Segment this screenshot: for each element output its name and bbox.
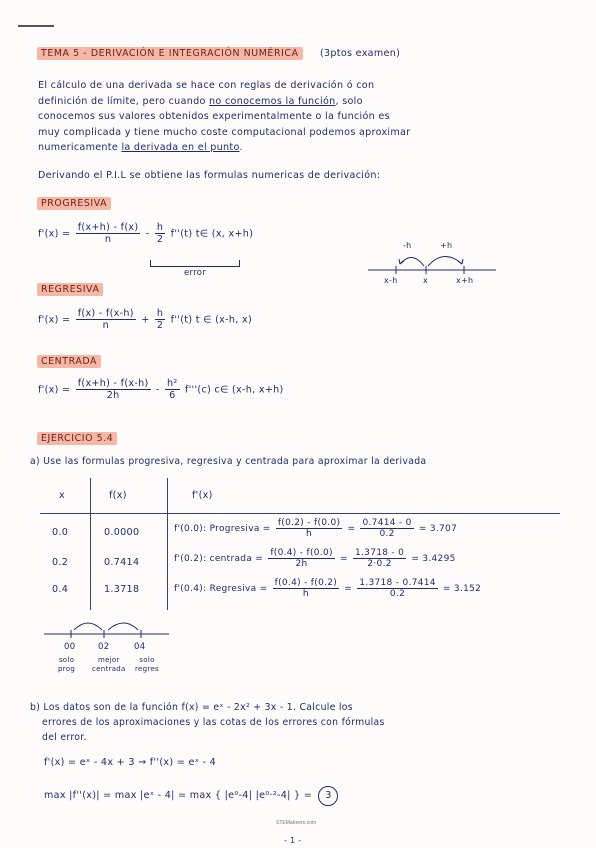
row-2-num: f(0.4) - f(0.2): [274, 578, 338, 588]
intro-line-5-b: .: [239, 142, 243, 153]
row-0-frac2: [360, 518, 413, 539]
row-2-num2: 1.3718 - 0.7414: [359, 578, 436, 588]
table-header-x: x: [59, 490, 65, 501]
table-row-1-deriv: f'(0.2): centrada = $\frac{f(0.4) - f(0.0)}{2h}$ = $\frac{1.3718 - 0}{2\cdot 0.2}$ = 3.4295: [174, 548, 456, 569]
row-1-lhs: f'(0.2): centrada =: [174, 554, 264, 564]
step-label-plus: +h: [440, 241, 453, 250]
regresiva-h-fraction: [155, 308, 165, 331]
arc-right: [428, 256, 462, 266]
row-2-den: h: [302, 589, 309, 599]
diagram-label-x-plus-h: x+h: [456, 276, 474, 285]
intro-paragraph: [38, 78, 410, 156]
caption-02: [92, 656, 126, 674]
regresiva-formula: [38, 308, 252, 331]
part-b-max-result: 3: [318, 786, 338, 806]
diagram-label-x-minus-h: x-h: [384, 276, 398, 285]
row-0-lhs: f'(0.0): Progresiva =: [174, 524, 271, 534]
table-header-dfx: f'(x): [192, 490, 213, 501]
row-0-result: = 3.707: [418, 524, 458, 534]
intro-line-2-underlined: no conocemos la función: [209, 95, 336, 107]
intro-line-3: conocemos sus valores obtenidos experimentalmente o la función es: [38, 111, 390, 122]
intro-line-2: [38, 94, 410, 110]
row-1-den2: 2·0.2: [367, 559, 392, 569]
centrada-h-num: h²: [167, 378, 178, 389]
row-0-den2: 0.2: [379, 529, 395, 539]
regresiva-label: REGRESIVA: [37, 283, 103, 296]
regresiva-h-den: 2: [156, 320, 164, 331]
part-b-derivatives: f'(x) = eˣ - 4x + 3 → f''(x) = eˣ - 4: [44, 757, 217, 768]
table-row-1-fx: 0.7414: [104, 557, 140, 568]
title-note: (3ptos examen): [319, 48, 401, 59]
intro-line-1: El cálculo de una derivada se hace con reglas de derivación ó con: [38, 80, 375, 91]
part-b-line-1: b) Los datos son de la función f(x) = eˣ - 2x² + 3x - 1. Calcule los: [30, 702, 353, 713]
row-2-frac2: [357, 578, 437, 599]
row-2-result: = 3.152: [442, 584, 482, 594]
footer-site: STEMaheers.com: [276, 820, 317, 826]
progresiva-formula: [38, 222, 253, 245]
step-label-minus: -h: [403, 241, 412, 250]
progresiva-minus: -: [145, 228, 150, 240]
part-b-line-3: del error.: [42, 732, 87, 743]
caption-02-line1: mejor: [97, 656, 120, 664]
regresiva-h-num: h: [156, 308, 164, 319]
top-rule: [18, 25, 54, 27]
centrada-tail: f'''(c) c∈ (x-h, x+h): [184, 384, 284, 396]
progresiva-label: PROGRESIVA: [37, 197, 111, 210]
table-row-1-x: 0.2: [52, 557, 69, 568]
table-row-0-deriv: f'(0.0): Progresiva = $\frac{f(0.2) - f(0.0)}{h}$ = $\frac{0.7414 - 0}{0.2}$ = 3.707: [174, 518, 458, 539]
intro-line-5: [38, 140, 410, 156]
regresiva-tail: f''(t) t ∈ (x-h, x): [170, 314, 253, 326]
centrada-heading: [37, 356, 101, 367]
arrowhead-right: [458, 259, 463, 264]
progresiva-numerator: f(x+h) - f(x): [77, 222, 139, 233]
table-header-rule: [40, 513, 560, 514]
point-label-00: 00: [64, 642, 76, 652]
caption-04-line2: regres: [135, 665, 159, 673]
row-0-num: f(0.2) - f(0.0): [277, 518, 341, 528]
row-1-result: = 3.4295: [411, 554, 456, 564]
table-row-2-fx: 1.3718: [104, 584, 140, 595]
regresiva-denominator: n: [102, 320, 109, 331]
progresiva-h-num: h: [156, 222, 164, 233]
progresiva-lhs: f'(x) =: [38, 228, 71, 240]
ejercicio-label: EJERCICIO 5.4: [37, 432, 117, 445]
regresiva-heading: [37, 284, 103, 295]
centrada-fraction: [76, 378, 151, 401]
part-a-text: a) Use las formulas progresiva, regresiva y centrada para aproximar la derivada: [30, 456, 427, 467]
page-number: - 1 -: [284, 836, 302, 845]
row-0-num2: 0.7414 - 0: [362, 518, 412, 528]
centrada-lhs: f'(x) =: [38, 384, 71, 396]
intro-line-5-a: numericamente: [38, 142, 119, 153]
intro-line-4: muy complicada y tiene mucho coste computacional podemos aproximar: [38, 126, 411, 138]
part-b-line-2: errores de los aproximaciones y las cotas de los errores con fórmulas: [42, 717, 385, 728]
pil-line: Derivando el P.I.L se obtiene las formulas numericas de derivación:: [38, 170, 381, 181]
arc-04-02: [108, 623, 138, 630]
arc-00-02: [74, 623, 102, 630]
title-row: [37, 48, 400, 59]
table-row-2-x: 0.4: [52, 584, 69, 595]
caption-04: [135, 656, 159, 674]
caption-00-line1: solo: [58, 656, 75, 664]
progresiva-h-fraction: [155, 222, 165, 245]
centrada-h-den: 6: [169, 390, 176, 401]
row-1-frac: [268, 548, 334, 569]
row-2-frac: [273, 578, 339, 599]
point-label-04: 04: [134, 642, 146, 652]
regresiva-fraction: [76, 308, 136, 331]
progresiva-h-den: 2: [156, 234, 164, 245]
row-1-frac2: [353, 548, 406, 569]
point-label-02: 02: [98, 642, 110, 652]
intro-line-2-a: definición de límite, pero cuando: [38, 95, 206, 107]
centrada-numerator: f(x+h) - f(x-h): [77, 378, 149, 389]
part-b-text: [30, 700, 385, 745]
centrada-formula: [38, 378, 284, 401]
title-highlight: TEMA 5 - DERIVACIÓN E INTEGRACIÓN NUMÉRICA: [37, 47, 303, 60]
diagram-label-x: x: [423, 276, 429, 285]
row-2-den2: 0.2: [389, 589, 406, 599]
progresiva-tail: f''(t) t∈ (x, x+h): [170, 228, 254, 240]
ejercicio-heading: [37, 433, 117, 444]
part-b-max-expression: max |f''(x)| = max |eˣ - 4| = max { |e⁰-4| |e⁰·²-4| } =: [44, 790, 313, 801]
centrada-minus: -: [155, 384, 160, 396]
points-diagram: [44, 612, 174, 642]
table-row-0-x: 0.0: [52, 527, 69, 538]
table-header-fx: f(x): [109, 490, 127, 501]
error-bracket: [150, 260, 240, 267]
regresiva-lhs: f'(x) =: [38, 314, 71, 326]
table-divider-1: [90, 478, 91, 610]
part-b-max-line: [44, 786, 338, 806]
centrada-label: CENTRADA: [37, 355, 101, 368]
arrowhead-left: [399, 259, 404, 264]
centrada-h-fraction: [165, 378, 180, 401]
caption-00: [58, 656, 75, 674]
row-2-lhs: f'(0.4): Regresiva =: [174, 584, 268, 594]
progresiva-fraction: [76, 222, 141, 245]
intro-line-5-underlined: la derivada en el punto: [121, 142, 240, 153]
row-0-den: h: [306, 529, 313, 539]
progresiva-denominator: n: [104, 234, 112, 245]
centrada-denominator: 2h: [106, 390, 120, 401]
caption-02-line2: centrada: [92, 665, 126, 673]
progresiva-heading: [37, 198, 111, 209]
error-label: error: [184, 268, 207, 278]
table-divider-2: [167, 478, 168, 610]
table-row-0-fx: 0.0000: [104, 527, 140, 538]
caption-04-line1: solo: [139, 656, 155, 664]
caption-00-line2: prog: [58, 665, 76, 673]
table-row-2-deriv: f'(0.4): Regresiva = $\frac{f(0.4) - f(0.2)}{h}$ = $\frac{1.3718 - 0.7414}{0.2}$ = 3.152: [174, 578, 482, 599]
row-0-frac: [276, 518, 342, 539]
regresiva-numerator: f(x) - f(x-h): [77, 308, 134, 319]
row-1-den: 2h: [295, 559, 308, 569]
row-1-num2: 1.3718 - 0: [354, 548, 405, 558]
intro-line-2-b: , solo: [335, 95, 363, 107]
regresiva-plus: +: [141, 314, 150, 326]
row-1-num: f(0.4) - f(0.0): [270, 548, 333, 558]
